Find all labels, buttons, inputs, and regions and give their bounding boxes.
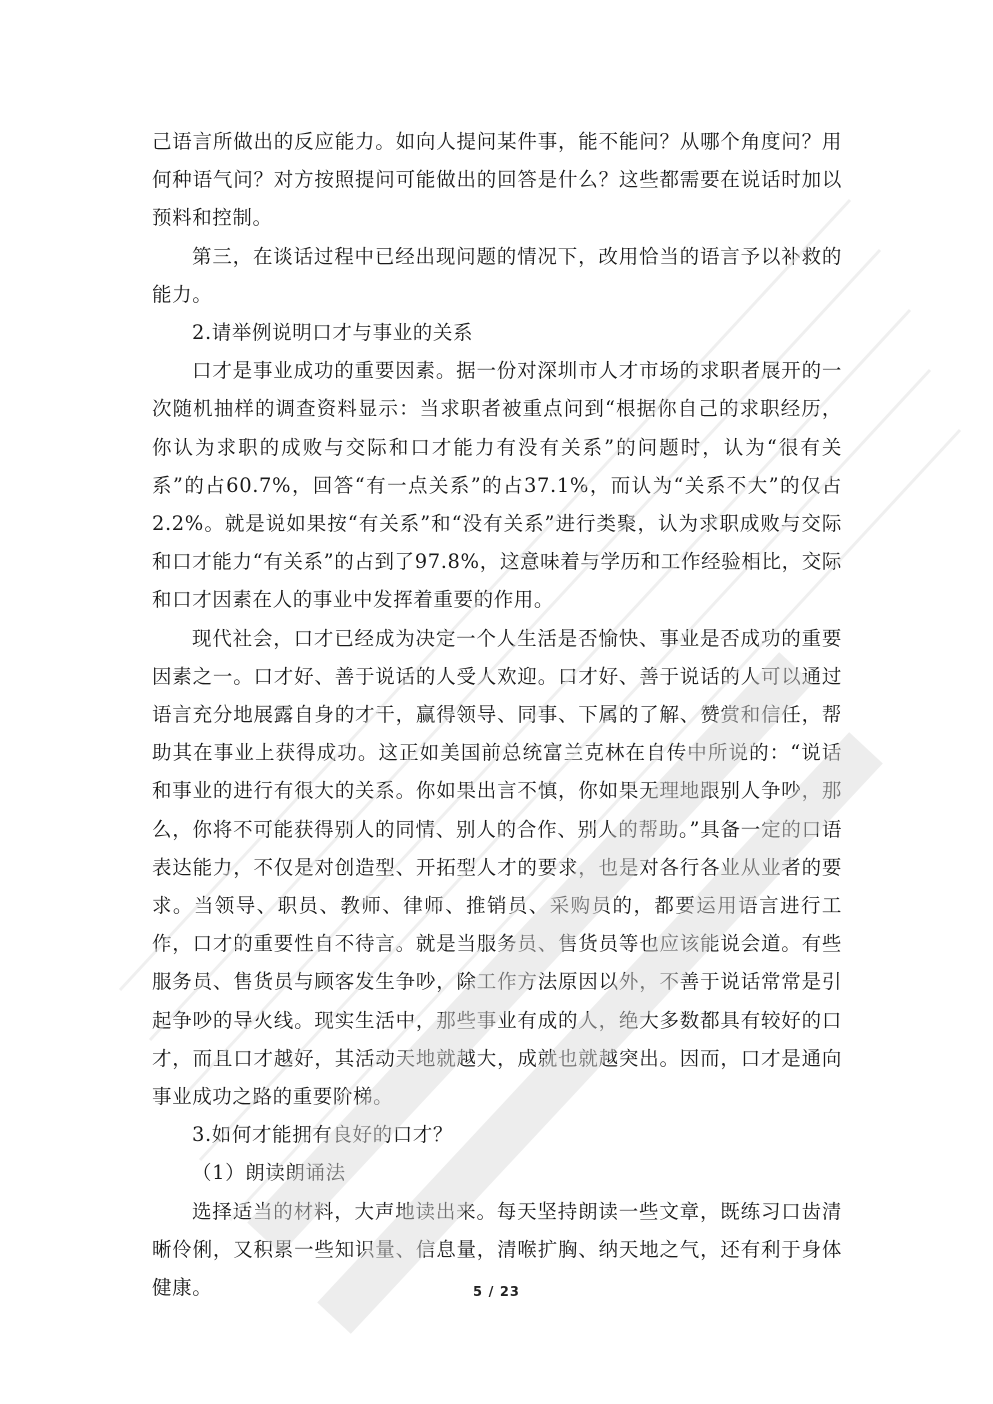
page-separator: / <box>488 1285 495 1300</box>
page-total: 23 <box>499 1285 520 1300</box>
paragraph-1: 己语言所做出的反应能力。如向人提问某件事，能不能问？从哪个角度问？用何种语气问？对方按照提问可能做出的回答是什么？这些都需要在说话时加以预料和控制。 <box>152 130 842 230</box>
paragraph-2: 第三，在谈话过程中已经出现问题的情况下，改用恰当的语言予以补救的能力。 <box>152 244 842 306</box>
paragraph-4: 现代社会，口才已经成为决定一个人生活是否愉快、事业是否成功的重要因素之一。口才好、善于说话的人受人欢迎。口才好、善于说话的人可以通过语言充分地展露自身的才干，赢得领导、同事、下属的了解、赞赏和信任，帮助其在事业上获得成功。这正如美国前总统富兰克林在自传中所说的：“说话和事业的进行有很大的关系。你如果出言不慎，你如果无理地跟别人争吵，那么，你将不可能获得别人的同情、别人的合作、别人的帮助。”具备一定的口语表达能力，不仅是对创造型、开拓型人才的要求，也是对各行各业从业者的要求。当领导、职员、教师、律师、推销员、采购员的，都要运用语言进行工作，口才的重要性自不待言。就是当服务员、售货员等也应该能说会道。有些服务员、售货员与顾客发生争吵，除工作方法原因以外，不善于说话常常是引起争吵的导火线。现实生活中，那些事业有成的人，绝大多数都具有较好的口才，而且口才越好，其活动天地就越大，成就也就越突出。因而，口才是通向事业成功之路的重要阶梯。 <box>152 626 842 1109</box>
question-heading-2: 2.请举例说明口才与事业的关系 <box>192 321 474 345</box>
page-number <box>0 1285 993 1300</box>
question-heading-3: 3.如何才能拥有良好的口才？ <box>192 1123 454 1147</box>
method-heading-1: （1）朗读朗诵法 <box>192 1161 346 1185</box>
page-current: 5 <box>473 1285 484 1300</box>
paragraph-5: 选择适当的材料，大声地读出来。每天坚持朗读一些文章，既练习口齿清晰伶俐，又积累一些知识量、信息量，清喉扩胸、纳天地之气，还有利于身体健康。 <box>152 1199 842 1300</box>
document-body <box>152 123 842 1307</box>
paragraph-3: 口才是事业成功的重要因素。据一份对深圳市人才市场的求职者展开的一次随机抽样的调查资料显示：当求职者被重点问到“根据你自己的求职经历，你认为求职的成败与交际和口才能力有没有关系”的问题时，认为“很有关系”的占60.7%，回答“有一点关系”的占37.1%，而认为“关系不大”的仅占2.2%。就是说如果按“有关系”和“没有关系”进行类聚，认为求职成败与交际和口才能力“有关系”的占到了97.8%，这意味着与学历和工作经验相比，交际和口才因素在人的事业中发挥着重要的作用。 <box>152 359 842 612</box>
